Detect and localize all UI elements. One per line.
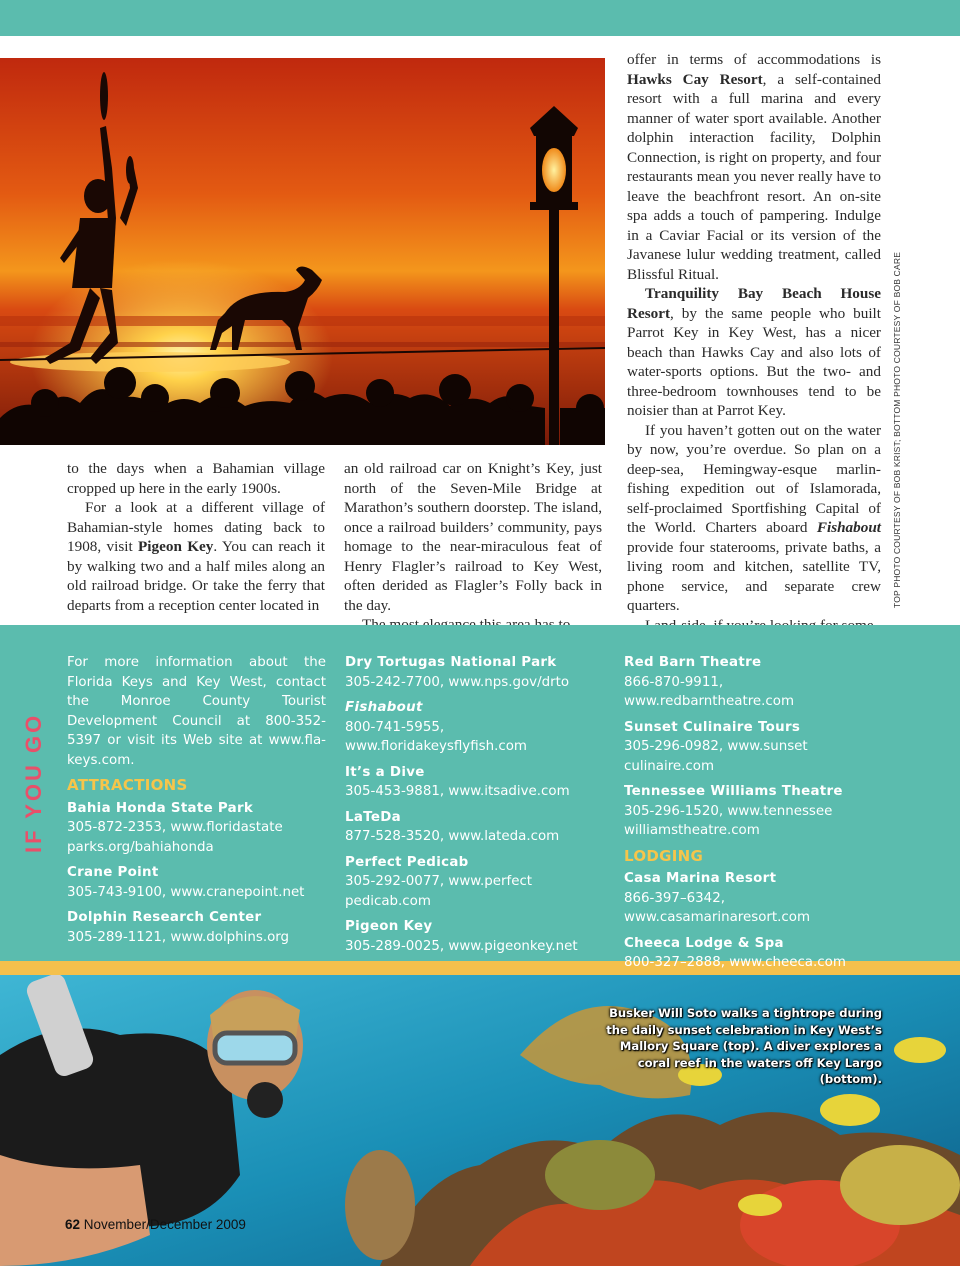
listing-name: LaTeDa <box>345 809 401 825</box>
listing-entry <box>345 917 605 956</box>
listing-contact: 866-870-9911, www.redbarntheatre.com <box>624 674 795 709</box>
lodging-heading: LODGING <box>624 846 704 865</box>
listing-contact: 305-296-0982, www.sunset culinaire.com <box>624 739 808 774</box>
listing-name: Perfect Pedicab <box>345 854 469 870</box>
if-you-go-label: IF YOU GO <box>21 712 46 853</box>
listing-name: Cheeca Lodge & Spa <box>624 935 784 951</box>
listing-entry <box>67 908 326 947</box>
article-paragraph: to the days when a Bahamian village cropped up here in the early 1900s. <box>67 460 325 497</box>
listing-entry <box>624 934 886 973</box>
sidebar-column-1 <box>67 653 326 953</box>
article-column-1 <box>67 459 325 615</box>
listing-entry <box>624 782 886 841</box>
photo-caption: Busker Will Soto walks a tightrope during the daily sunset celebration in Key West’s Mallory Square (top). A diver explores a coral reef in the waters off Key Largo (bottom). <box>606 1006 882 1086</box>
listing-name: Crane Point <box>67 865 159 880</box>
listing-name: Dry Tortugas National Park <box>345 655 557 670</box>
listing-contact: 305-453-9881, www.itsadive.com <box>345 784 570 799</box>
listing-contact: 877-528-3520, www.lateda.com <box>345 829 560 844</box>
listing-name: Pigeon Key <box>345 919 433 934</box>
listing-entry <box>67 863 326 902</box>
listing-contact: 305-289-1121, www.dolphins.org <box>67 929 290 945</box>
article-column-2 <box>344 459 602 635</box>
listing-contact: 305-242-7700, www.nps.gov/drto <box>345 674 570 690</box>
sidebar-column-2 <box>345 653 605 962</box>
attractions-heading: ATTRACTIONS <box>67 776 188 794</box>
listing-entry <box>345 853 605 912</box>
listing-contact: 305-872-2353, www.floridastate parks.org/bahiahonda <box>67 820 283 855</box>
sidebar-intro: For more information about the Florida Keys and Key West, contact the Monroe County Tourist Development Council at 800-352-5397 or visit its Web site at www.fla-keys.com. <box>67 655 326 768</box>
listing-contact: 800-741-5955, www.floridakeysflyfish.com <box>345 719 527 754</box>
listing-contact: 305-289-0025, www.pigeonkey.net <box>345 938 578 954</box>
page-number: 62 <box>65 1217 81 1232</box>
listing-entry <box>345 653 605 692</box>
listing-contact: 866-397–6342, www.casamarinaresort.com <box>624 890 811 925</box>
listing-entry <box>624 718 886 777</box>
issue-date: November/December 2009 <box>83 1217 246 1232</box>
listing-contact: 305-296-1520, www.tennessee williamstheatre.com <box>624 803 833 838</box>
listing-contact: 800-327–2888, www.cheeca.com <box>624 955 846 970</box>
article-paragraph: If you haven’t gotten out on the water by now, you’re overdue. So plan on a deep-sea, Hemingway-esque marlin-fishing expedition out of Islamorada, self-proclaimed Sportfishing Capital of the World. Charters aboard Fishabout provide four staterooms, private baths, a living room and kitchen, satellite TV, phone service, and separate crew quarters. <box>627 421 881 614</box>
listing-entry <box>345 763 605 802</box>
photo-credit: TOP PHOTO COURTESY OF BOB KRIST; BOTTOM PHOTO COURTESY OF BOB CARE <box>892 251 902 608</box>
listing-name: Casa Marina Resort <box>624 871 777 886</box>
listing-name: Red Barn Theatre <box>624 655 762 670</box>
listing-entry <box>345 698 605 757</box>
listing-entry <box>624 653 886 712</box>
pigeon-key-bold: Pigeon Key <box>138 538 214 555</box>
listing-contact: 305-292-0077, www.perfect pedicab.com <box>345 874 533 909</box>
listing-entry <box>624 869 886 928</box>
listing-entry <box>345 808 605 847</box>
listing-name: Fishabout <box>345 700 423 715</box>
article-paragraph: an old railroad car on Knight’s Key, just north of the Seven-Mile Bridge at Marathon’s southern doorstep. The island, once a railroad builders’ community, pays homage to the near-miraculous feat of Henry Flagler’s railroad to Key West, often derided as Flagler’s Folly back in the day. <box>344 460 602 614</box>
top-color-bar <box>0 0 960 36</box>
listing-name: Dolphin Research Center <box>67 910 262 925</box>
article-paragraph: offer in terms of accommodations is Hawks Cay Resort, a self-contained resort with a full marina and every manner of water sport available. Another dolphin interaction facility, Dolphin Connection, is right on property, and four restaurants mean you never really have to leave the beachfront resort. An on-site spa adds a touch of pampering. Indulge in a Caviar Facial or its version of the Javanese lulur wedding treatment, called Blissful Ritual. <box>627 51 881 283</box>
listing-name: Sunset Culinaire Tours <box>624 719 801 735</box>
listing-name: Tennessee Williams Theatre <box>624 784 843 799</box>
article-paragraph: For a look at a different village of Bahamian-style homes dating back to 1908, visit Pigeon Key. You can reach it by walking two and a half miles along an old railroad bridge. Or take the ferry that departs from a reception center located in <box>67 499 325 614</box>
listing-name: Bahia Honda State Park <box>67 800 254 816</box>
sunset-photo <box>0 58 605 445</box>
listing-name: It’s a Dive <box>345 764 425 780</box>
page-folio <box>65 1217 246 1232</box>
listing-entry <box>67 799 326 858</box>
article-column-3 <box>627 50 881 635</box>
listing-contact: 305-743-9100, www.cranepoint.net <box>67 884 305 900</box>
article-paragraph: Tranquility Bay Beach House Resort, by the same people who built Parrot Key in Key West, has a nicer beach than Hawks Cay and also lots of water-sports options. But the two- and three-bedroom townhouses tend to be noisier than at Parrot Key. <box>627 285 881 419</box>
sidebar-column-3 <box>624 653 886 979</box>
